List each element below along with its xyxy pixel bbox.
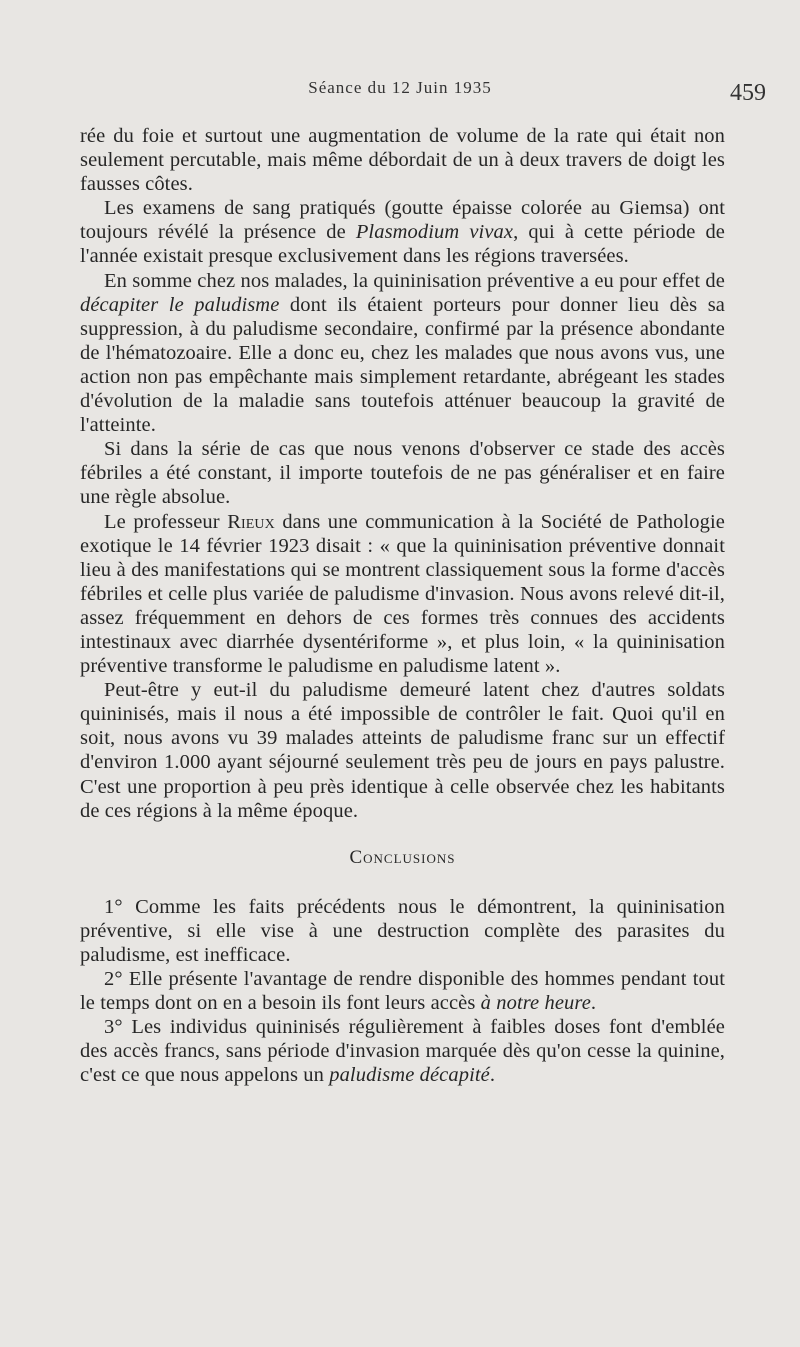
paragraph: Si dans la série de cas que nous venons d'observer ce stade des accès fébriles a été constant, il importe toutefois de ne pas généraliser et en faire une règle absolue. xyxy=(80,438,725,509)
text-run: 3° Les individus quininisés régulièrement à faibles doses font d'emblée des accès francs, sans période d'invasion marquée dès qu'on cesse la quinine, c'est ce que nous appelons un xyxy=(80,1016,725,1087)
conclusion-item: 1° Comme les faits précédents nous le démontrent, la quininisation préventive, si elle vise à une destruction complète des parasites du paludisme, est inefficace. xyxy=(80,895,725,966)
text-run: , qui à cette période de l'année existait presque exclusivement dans les régions traversées. xyxy=(80,221,725,268)
text-run: . xyxy=(590,992,597,1015)
section-heading: Conclusions xyxy=(349,846,456,868)
italic-term: à notre heure xyxy=(480,992,591,1015)
text-run: dans une communication à la Société de Pathologie exotique le 14 février 1923 disait : « que la quininisation préventive donnait lieu à des manifestations qui se montrent classiquement sous la forme d'accès fébriles et celle plus variée de paludisme d'invasion. Nous avons relevé dit-il, assez fréquemment en dehors de ces formes très connues des accidents intestinaux avec diarrhée dysentériforme », et plus loin, « la quininisation préventive transforme le paludisme en paludisme latent ». xyxy=(80,510,726,678)
paragraph: rée du foie et surtout une augmentation de volume de la rate qui était non seulement percutable, mais même débordait de un à deux travers de doigt les fausses côtes. xyxy=(80,125,725,196)
running-head: Séance du 12 Juin 1935 xyxy=(308,78,492,97)
text-run: Le professeur xyxy=(104,510,228,533)
italic-term: paludisme décapité xyxy=(329,1064,490,1087)
paragraph xyxy=(80,510,725,679)
italic-term: Plasmodium vivax xyxy=(355,221,514,244)
text-run: . xyxy=(489,1064,496,1087)
page-number: 459 xyxy=(730,80,766,106)
text-run: 2° Elle présente l'avantage de rendre disponible des hommes pendant tout le temps dont on en a besoin ils font leurs accès xyxy=(80,968,725,1015)
page-header xyxy=(0,78,800,108)
author-name: Rieux xyxy=(227,510,275,533)
conclusion-item xyxy=(80,967,725,1015)
text-run: Les examens de sang pratiqués (goutte épaisse colorée au Giemsa) ont toujours révélé la présence de xyxy=(80,197,725,244)
paragraph xyxy=(80,196,725,268)
text-run: En somme chez nos malades, la quininisation préventive a eu pour effet de xyxy=(104,269,725,292)
paragraph xyxy=(80,269,725,438)
body-text xyxy=(80,124,725,1087)
text-run: dont ils étaient porteurs pour donner lieu dès sa suppression, à du paludisme secondaire, confirmé par la présence abondante de l'hématozoaire. Elle a donc eu, chez les malades que nous avons vus, une action non pas empêchante mais simplement retardante, abrégeant les stades d'évolution de la maladie sans toutefois atténuer beaucoup la gravité de l'atteinte. xyxy=(80,293,725,437)
italic-term: décapiter le paludisme xyxy=(80,293,280,316)
conclusion-item xyxy=(80,1015,725,1087)
paragraph: Peut-être y eut-il du paludisme demeuré latent chez d'autres soldats quininisés, mais il nous a été impossible de contrôler le fait. Quoi qu'il en soit, nous avons vu 39 malades atteints de paludisme franc sur un effectif d'environ 1.000 ayant séjourné seulement très peu de jours en pays palustre. C'est une proportion à peu près identique à celle observée chez les habitants de ces régions à la même époque. xyxy=(80,679,725,822)
